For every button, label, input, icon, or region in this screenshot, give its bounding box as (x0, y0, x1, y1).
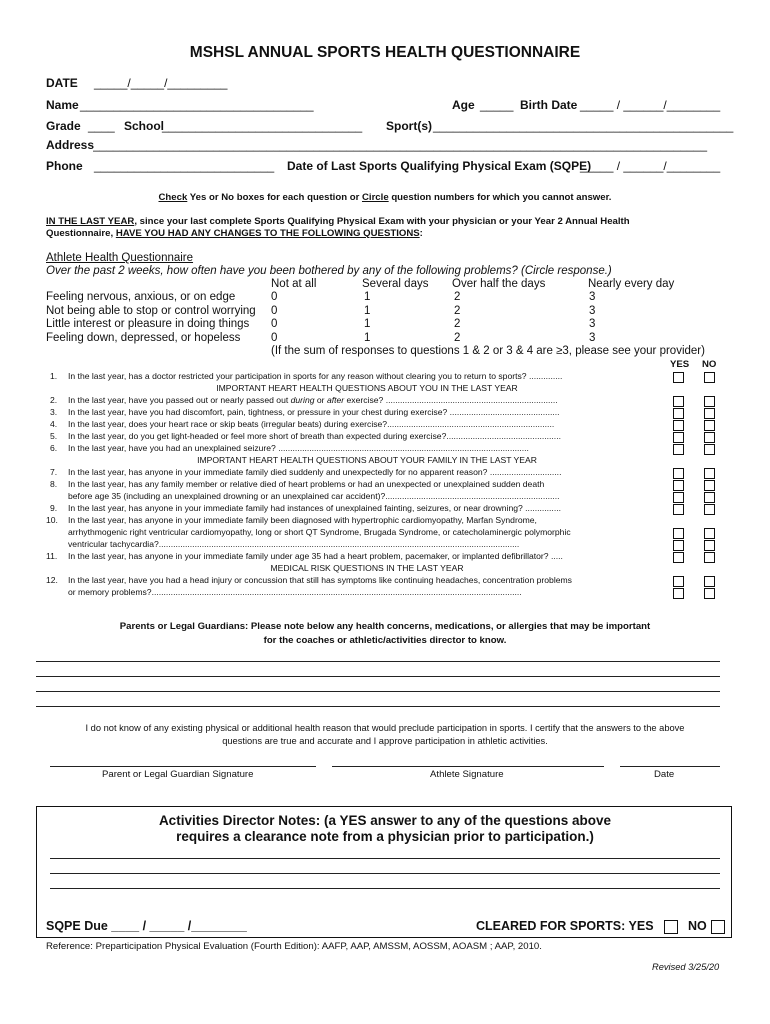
cleared-no-checkbox[interactable] (711, 920, 725, 934)
question-text-part: In the last year, have you passed out or nearly passed out (68, 395, 291, 405)
question-section-header: IMPORTANT HEART HEALTH QUESTIONS ABOUT YOU IN THE LAST YEAR (216, 383, 518, 393)
question-yes-checkbox[interactable] (673, 576, 684, 587)
aq-response-option[interactable]: 3 (589, 318, 596, 330)
last-year-instructions-2 (46, 228, 423, 239)
age-label: Age (452, 98, 475, 112)
question-no-checkbox[interactable] (704, 588, 715, 599)
question-section-header: MEDICAL RISK QUESTIONS IN THE LAST YEAR (270, 563, 464, 573)
col-over-half: Over half the days (452, 278, 546, 290)
question-no-checkbox[interactable] (704, 492, 715, 503)
certify-line-1: I do not know of any existing physical or additional health reason that would preclude participation in sports. I certify that the answers to the above (85, 723, 685, 733)
question-number: 8. (50, 479, 58, 489)
athlete-questionnaire-heading: Athlete Health Questionnaire (46, 252, 194, 264)
question-no-checkbox[interactable] (704, 480, 715, 491)
question-number: 10. (46, 515, 58, 525)
question-no-checkbox[interactable] (704, 432, 715, 443)
aq-response-option[interactable]: 3 (589, 291, 596, 303)
name-field[interactable]: ___________________________________ (80, 98, 314, 112)
question-yes-checkbox[interactable] (673, 480, 684, 491)
question-yes-checkbox[interactable] (673, 432, 684, 443)
line2-text: Questionnaire, (46, 228, 116, 239)
reference-text: Reference: Preparticipation Physical Evaluation (Fourth Edition): AAFP, AAP, AMSSM, AOSSM, AOASM ; AAP, 2010. (46, 941, 542, 952)
aq-response-option[interactable]: 0 (271, 291, 278, 303)
sqpe-date-label: Date of Last Sports Qualifying Physical Exam (SQPE) (287, 159, 592, 173)
aq-response-option[interactable]: 1 (364, 331, 371, 344)
line2-emphasis: HAVE YOU HAD ANY CHANGES TO THE FOLLOWING QUESTIONS (115, 228, 420, 239)
sqpe-date-field[interactable]: _____ / ______/________ (580, 159, 721, 173)
cleared-for-sports-label: CLEARED FOR SPORTS: YES (476, 919, 654, 933)
aq-row-label: Feeling down, depressed, or hopeless (46, 331, 241, 344)
athlete-questionnaire-prompt: Over the past 2 weeks, how often have you been bothered by any of the following problems? (Circle response.) (46, 265, 612, 277)
cleared-no-label: NO (688, 919, 707, 933)
athlete-signature-label: Athlete Signature (430, 769, 504, 780)
ad-notes-line-2: requires a clearance note from a physician prior to participation.) (176, 829, 594, 844)
question-yes-checkbox[interactable] (673, 408, 684, 419)
certify-line-2: questions are true and accurate and I approve participation in athletic activities. (222, 736, 548, 746)
no-column-label: NO (702, 359, 717, 370)
question-emphasis: after (326, 395, 345, 405)
question-no-checkbox[interactable] (704, 372, 715, 383)
yes-column-label: YES (670, 359, 690, 370)
birth-date-field[interactable]: _____ / ______/________ (580, 98, 721, 112)
question-yes-checkbox[interactable] (673, 588, 684, 599)
date-label: DATE (46, 76, 78, 90)
question-section-header: IMPORTANT HEART HEALTH QUESTIONS ABOUT YOUR FAMILY IN THE LAST YEAR (197, 455, 537, 465)
question-number: 5. (50, 431, 58, 441)
question-text: In the last year, have you had discomfort, pain, tightness, or pressure in your chest during exercise? .............................................. (68, 407, 560, 417)
question-text: In the last year, has anyone in your immediate family died suddenly and unexpectedly for no apparent reason? .............................. (68, 467, 562, 477)
check-instructions (0, 192, 770, 203)
question-text: In the last year, has a doctor restricted your participation in sports for any reason without clearing you to return to sports? .............. (68, 371, 563, 381)
aq-response-option[interactable]: 2 (454, 318, 461, 330)
notes-line-2[interactable] (36, 676, 720, 677)
question-text: In the last year, have you had an unexplained seizure? ......................................................................................................... (68, 443, 529, 453)
signature-date-line[interactable] (620, 766, 720, 767)
name-label: Name (46, 98, 79, 112)
athlete-questionnaire-note: (If the sum of responses to questions 1 & 2 or 3 & 4 are ≥3, please see your provider) (271, 345, 705, 357)
parent-signature-label: Parent or Legal Guardian Signature (102, 769, 254, 780)
page-title: MSHSL ANNUAL SPORTS HEALTH QUESTIONNAIRE (189, 44, 581, 61)
question-yes-checkbox[interactable] (673, 372, 684, 383)
question-text: In the last year, has anyone in your immediate family under age 35 had a heart problem, pacemaker, or implanted defibrillator? ..... (68, 551, 563, 561)
question-emphasis: during (290, 395, 315, 405)
question-text-part: or (314, 395, 327, 405)
question-no-checkbox[interactable] (704, 540, 715, 551)
question-number: 3. (50, 407, 58, 417)
aq-response-option[interactable]: 3 (589, 304, 596, 317)
aq-response-option[interactable]: 0 (271, 331, 278, 344)
address-label: Address (46, 138, 95, 152)
aq-row-label: Little interest or pleasure in doing things (46, 318, 250, 330)
col-nearly-every-day: Nearly every day (588, 278, 675, 290)
aq-response-option[interactable]: 1 (364, 291, 371, 303)
line2-end: : (419, 228, 423, 239)
sports-field[interactable]: _____________________________________________ (433, 119, 734, 133)
aq-row-label: Not being able to stop or control worrying (46, 304, 256, 317)
question-no-checkbox[interactable] (704, 408, 715, 419)
question-no-checkbox[interactable] (704, 552, 715, 563)
question-number: 1. (50, 371, 58, 381)
question-no-checkbox[interactable] (704, 420, 715, 431)
question-text-continued: ventricular tachycardia?....................................................................................................................................................... (68, 539, 520, 549)
athlete-signature-line[interactable] (332, 766, 604, 767)
last-year-text: , since your last complete Sports Qualifying Physical Exam with your physician or your Year 2 Annual Health (134, 216, 630, 227)
question-text (68, 395, 648, 405)
aq-response-option[interactable]: 2 (454, 291, 461, 303)
signature-date-label: Date (654, 769, 675, 780)
grade-field[interactable]: ____ (88, 119, 115, 133)
question-no-checkbox[interactable] (704, 528, 715, 539)
notes-line-3[interactable] (36, 691, 720, 692)
ad-notes-line-1: Activities Director Notes: (a YES answer to any of the questions above (158, 813, 612, 828)
aq-response-option[interactable]: 3 (589, 331, 596, 344)
notes-line-4[interactable] (36, 706, 720, 707)
question-number: 12. (46, 575, 58, 585)
question-text: In the last year, have you had a head injury or concussion that still has symptoms like continuing headaches, concentration problems (68, 575, 572, 585)
date-field[interactable]: _____/_____/_________ (94, 76, 228, 90)
question-no-checkbox[interactable] (704, 504, 715, 515)
question-yes-checkbox[interactable] (673, 504, 684, 515)
question-yes-checkbox[interactable] (673, 528, 684, 539)
question-yes-checkbox[interactable] (673, 468, 684, 479)
ad-notes-line-b[interactable] (50, 873, 720, 874)
question-number: 9. (50, 503, 58, 513)
sports-label: Sport(s) (386, 119, 432, 133)
question-number: 7. (50, 467, 58, 477)
sqpe-due-field[interactable]: SQPE Due ____ / _____ /________ (46, 919, 247, 933)
check-word: Check (158, 192, 188, 203)
question-number: 11. (46, 551, 58, 561)
question-text: In the last year, has any family member or relative died of heart problems or had an unexpected or unexplained sudden death (68, 479, 545, 489)
question-text: In the last year, does your heart race or skip beats (irregular beats) during exercise?...................................................................... (68, 419, 555, 429)
revised-date: Revised 3/25/20 (652, 962, 720, 972)
cleared-yes-checkbox[interactable] (664, 920, 678, 934)
question-yes-checkbox[interactable] (673, 552, 684, 563)
question-text-continued: arrhythmogenic right ventricular cardiomyopathy, long or short QT Syndrome, Brugada Syndrome, or catecholaminergic polymorphic (68, 527, 571, 537)
question-yes-checkbox[interactable] (673, 420, 684, 431)
question-yes-checkbox[interactable] (673, 492, 684, 503)
phone-label: Phone (46, 159, 83, 173)
last-year-instructions (46, 216, 630, 227)
aq-response-option[interactable]: 1 (364, 318, 371, 330)
phone-field[interactable]: ___________________________ (94, 159, 275, 173)
birth-date-label: Birth Date (520, 98, 578, 112)
instructions-text-2: question numbers for which you cannot answer. (388, 192, 612, 203)
question-text-part: exercise? ........................................................................ (344, 395, 558, 405)
address-field[interactable]: ____________________________________________________________________________________________ (93, 138, 707, 152)
aq-response-option[interactable]: 0 (271, 304, 278, 317)
question-text: In the last year, do you get light-headed or feel more short of breath than expected during exercise?................................................ (68, 431, 561, 441)
age-field[interactable]: _____ (480, 98, 514, 112)
question-no-checkbox[interactable] (704, 396, 715, 407)
circle-word: Circle (361, 192, 389, 203)
question-number: 2. (50, 395, 58, 405)
question-text-continued: or memory problems?........................................................................................................................................................... (68, 587, 522, 597)
question-yes-checkbox[interactable] (673, 540, 684, 551)
parents-note-line-2: for the coaches or athletic/activities director to know. (263, 635, 507, 646)
parent-signature-line[interactable] (50, 766, 316, 767)
ad-notes-line-c[interactable] (50, 888, 720, 889)
question-text: In the last year, has anyone in your immediate family been diagnosed with hypertrophic cardiomyopathy, Marfan Syndrome, (68, 515, 537, 525)
aq-response-option[interactable]: 0 (271, 318, 278, 330)
aq-row-label: Feeling nervous, anxious, or on edge (46, 291, 236, 303)
notes-line-1[interactable] (36, 661, 720, 662)
question-number: 6. (50, 443, 58, 453)
question-text-continued: before age 35 (including an unexplained drowning or an unexplained car accident)?......................................................................... (68, 491, 560, 501)
aq-response-option[interactable]: 2 (454, 331, 461, 344)
school-label: School (124, 119, 165, 133)
school-field[interactable]: ______________________________ (162, 119, 363, 133)
grade-label: Grade (46, 119, 81, 133)
aq-response-option[interactable]: 2 (454, 304, 461, 317)
last-year-emphasis: IN THE LAST YEAR (46, 216, 135, 227)
question-number: 4. (50, 419, 58, 429)
instructions-text-1: Yes or No boxes for each question or (187, 192, 362, 203)
aq-response-option[interactable]: 1 (364, 304, 371, 317)
question-yes-checkbox[interactable] (673, 444, 684, 455)
parents-note-line-1: Parents or Legal Guardians: Please note below any health concerns, medications, or allergies that may be important (119, 621, 651, 632)
ad-notes-line-a[interactable] (50, 858, 720, 859)
col-several-days: Several days (362, 278, 429, 290)
question-no-checkbox[interactable] (704, 444, 715, 455)
question-no-checkbox[interactable] (704, 576, 715, 587)
question-text: In the last year, has anyone in your immediate family had instances of unexplained fainting, seizures, or near drowning? ............... (68, 503, 561, 513)
question-yes-checkbox[interactable] (673, 396, 684, 407)
question-no-checkbox[interactable] (704, 468, 715, 479)
col-not-at-all: Not at all (271, 278, 317, 290)
